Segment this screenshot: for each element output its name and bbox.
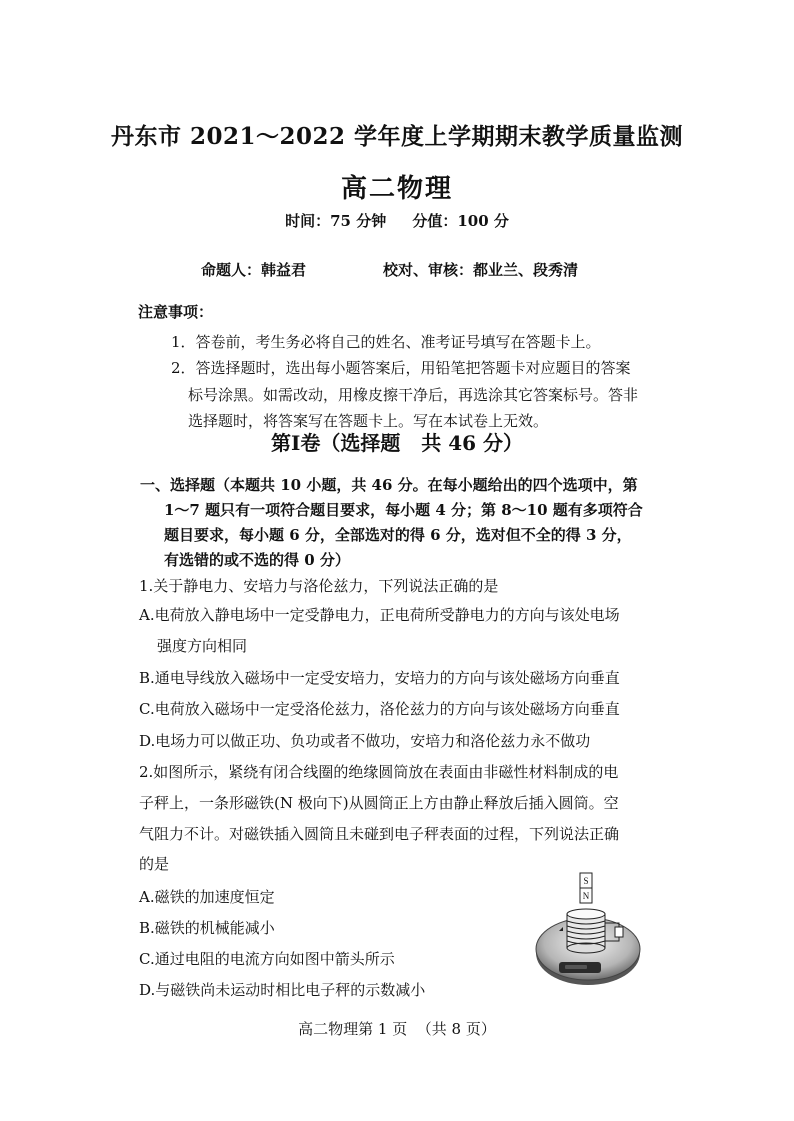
magnet-s-label: S: [583, 876, 589, 886]
notice-line-3: 标号涂黑。如需改动，用橡皮擦干净后，再选涂其它答案标号。答非: [188, 386, 639, 404]
notice-line-4: 选择题时，将答案写在答题卡上。写在本试卷上无效。: [188, 412, 549, 430]
scale-magnet-figure: [533, 871, 643, 996]
q1-option-a: A.电荷放入静电场中一定受静电力，正电荷所受静电力的方向与该处电场: [139, 606, 620, 624]
exam-meta: 时间：75 分钟 分值：100 分: [285, 212, 509, 230]
q2-stem-1: 2.如图所示，紧绕有闭合线圈的绝缘圆筒放在表面由非磁性材料制成的电: [139, 763, 619, 781]
reviewers: 校对、审核：都业兰、段秀清: [383, 261, 579, 279]
section-heading: 第Ⅰ卷（选择题 共 46 分）: [270, 431, 523, 455]
page-footer: 高二物理第 1 页 （共 8 页）: [298, 1020, 496, 1038]
subject-title: 高二物理: [340, 174, 453, 204]
author: 命题人：韩益君: [201, 261, 307, 279]
q2-stem-2: 子秤上，一条形磁铁(N 极向下)从圆筒正上方由静止释放后插入圆筒。空: [139, 794, 619, 812]
q1-option-b: B.通电导线放入磁场中一定受安培力，安培力的方向与该处磁场方向垂直: [139, 669, 620, 687]
q1-option-d: D.电场力可以做正功、负功或者不做功，安培力和洛伦兹力永不做功: [139, 732, 591, 750]
q1-option-c: C.电荷放入磁场中一定受洛伦兹力，洛伦兹力的方向与该处磁场方向垂直: [139, 700, 620, 718]
q1-option-a-cont: 强度方向相同: [157, 637, 248, 655]
q2-option-a: A.磁铁的加速度恒定: [139, 888, 275, 906]
q2-option-d: D.与磁铁尚未运动时相比电子秤的示数减小: [139, 981, 426, 999]
exam-title: 丹东市 2021～2022 学年度上学期期末教学质量监测: [110, 123, 684, 150]
resistor: [615, 927, 623, 937]
notice-heading: 注意事项：: [138, 303, 214, 321]
q1-stem: 1.关于静电力、安培力与洛伦兹力，下列说法正确的是: [139, 577, 499, 595]
part-line-4: 有选错的或不选的得 0 分）: [164, 551, 350, 569]
part-line-1: 一、选择题（本题共 10 小题，共 46 分。在每小题给出的四个选项中，第: [140, 476, 638, 494]
part-line-3: 题目要求，每小题 6 分，全部选对的得 6 分，选对但不全的得 3 分，: [164, 526, 632, 544]
part-line-2: 1～7 题只有一项符合题目要求，每小题 4 分；第 8～10 题有多项符合: [164, 501, 643, 519]
magnet-n-label: N: [582, 891, 590, 901]
notice-line-2: 2．答选择题时，选出每小题答案后，用铅笔把答题卡对应题目的答案: [171, 359, 631, 377]
q2-stem-3: 气阻力不计。对磁铁插入圆筒且未碰到电子秤表面的过程，下列说法正确: [139, 825, 620, 843]
q2-stem-4: 的是: [139, 855, 170, 873]
q2-option-b: B.磁铁的机械能减小: [139, 919, 275, 937]
notice-line-1: 1．答卷前，考生务必将自己的姓名、准考证号填写在答题卡上。: [171, 333, 601, 351]
q2-option-c: C.通过电阻的电流方向如图中箭头所示: [139, 950, 395, 968]
